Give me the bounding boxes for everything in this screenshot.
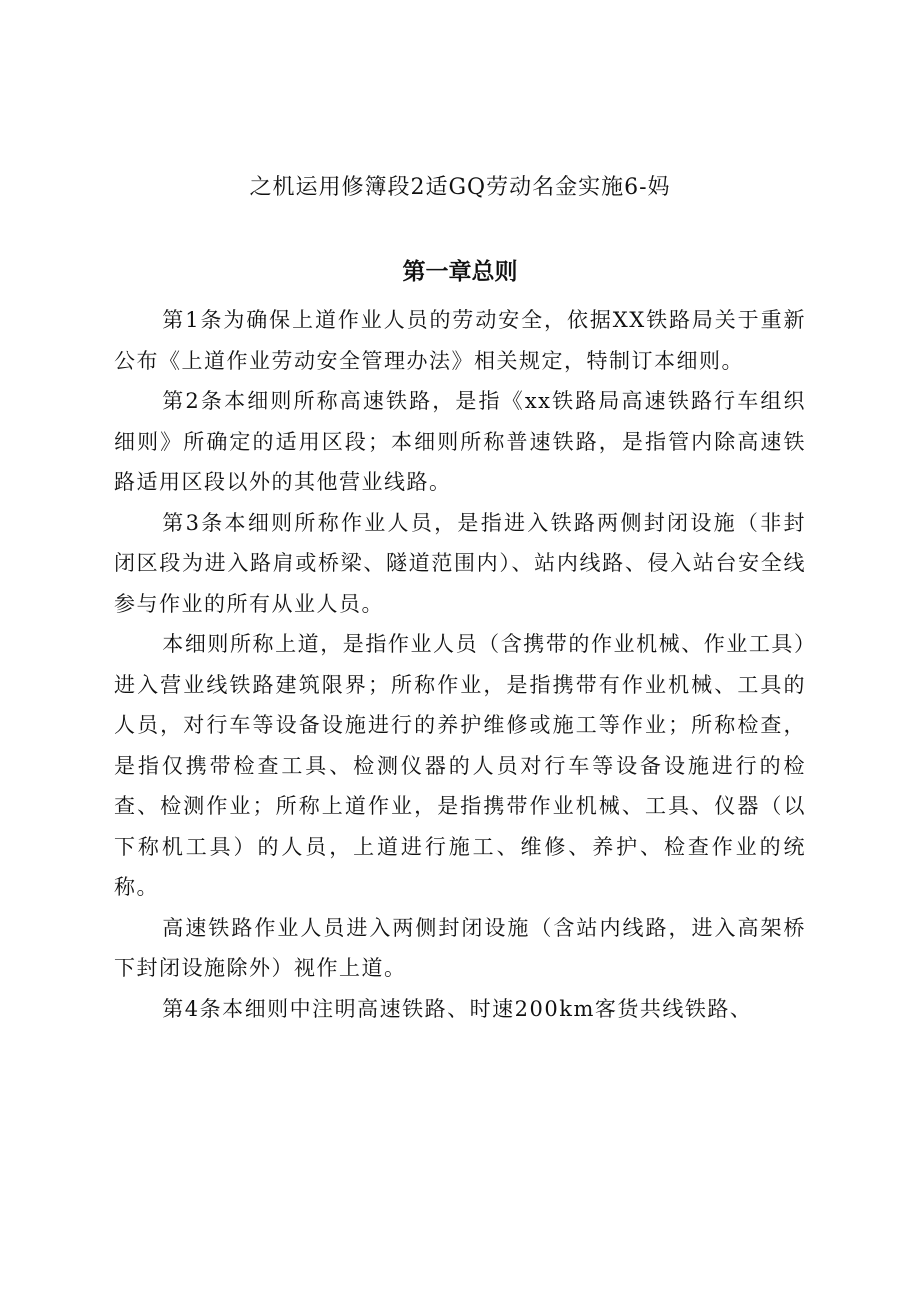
article-1-paragraph: 第1条为确保上道作业人员的劳动安全，依据XX铁路局关于重新公布《上道作业劳动安全管理办法》相关规定，特制订本细则。 [114, 308, 806, 373]
article-3-paragraph: 第3条本细则所称作业人员，是指进入铁路两侧封闭设施（非封闭区段为进入路肩或桥梁、隧道范围内）、站内线路、侵入站台安全线参与作业的所有从业人员。 [114, 510, 806, 616]
chapter-title: 第一章总则 [402, 259, 518, 285]
document-body [114, 300, 806, 1029]
document-title: 之机运用修簿段2适GQ劳动名金实施6-妈 [249, 175, 671, 200]
definition-paragraph: 本细则所称上道，是指作业人员（含携带的作业机械、作业工具）进入营业线铁路建筑限界；所称作业，是指携带有作业机械、工具的人员，对行车等设备设施进行的养护维修或施工等作业；所称检查，是指仅携带检查工具、检测仪器的人员对行车等设备设施进行的检查、检测作业；所称上道作业，是指携带作业机械、工具、仪器（以下称机工具）的人员，上道进行施工、维修、养护、检查作业的统称。 [114, 632, 806, 899]
high-speed-paragraph: 高速铁路作业人员进入两侧封闭设施（含站内线路，进入高架桥下封闭设施除外）视作上道。 [114, 915, 806, 980]
article-2-paragraph: 第2条本细则所称高速铁路，是指《xx铁路局高速铁路行车组织细则》所确定的适用区段；本细则所称普速铁路，是指管内除高速铁路适用区段以外的其他营业线路。 [114, 389, 806, 494]
article-4-paragraph: 第4条本细则中注明高速铁路、时速200km客货共线铁路、 [162, 996, 753, 1021]
